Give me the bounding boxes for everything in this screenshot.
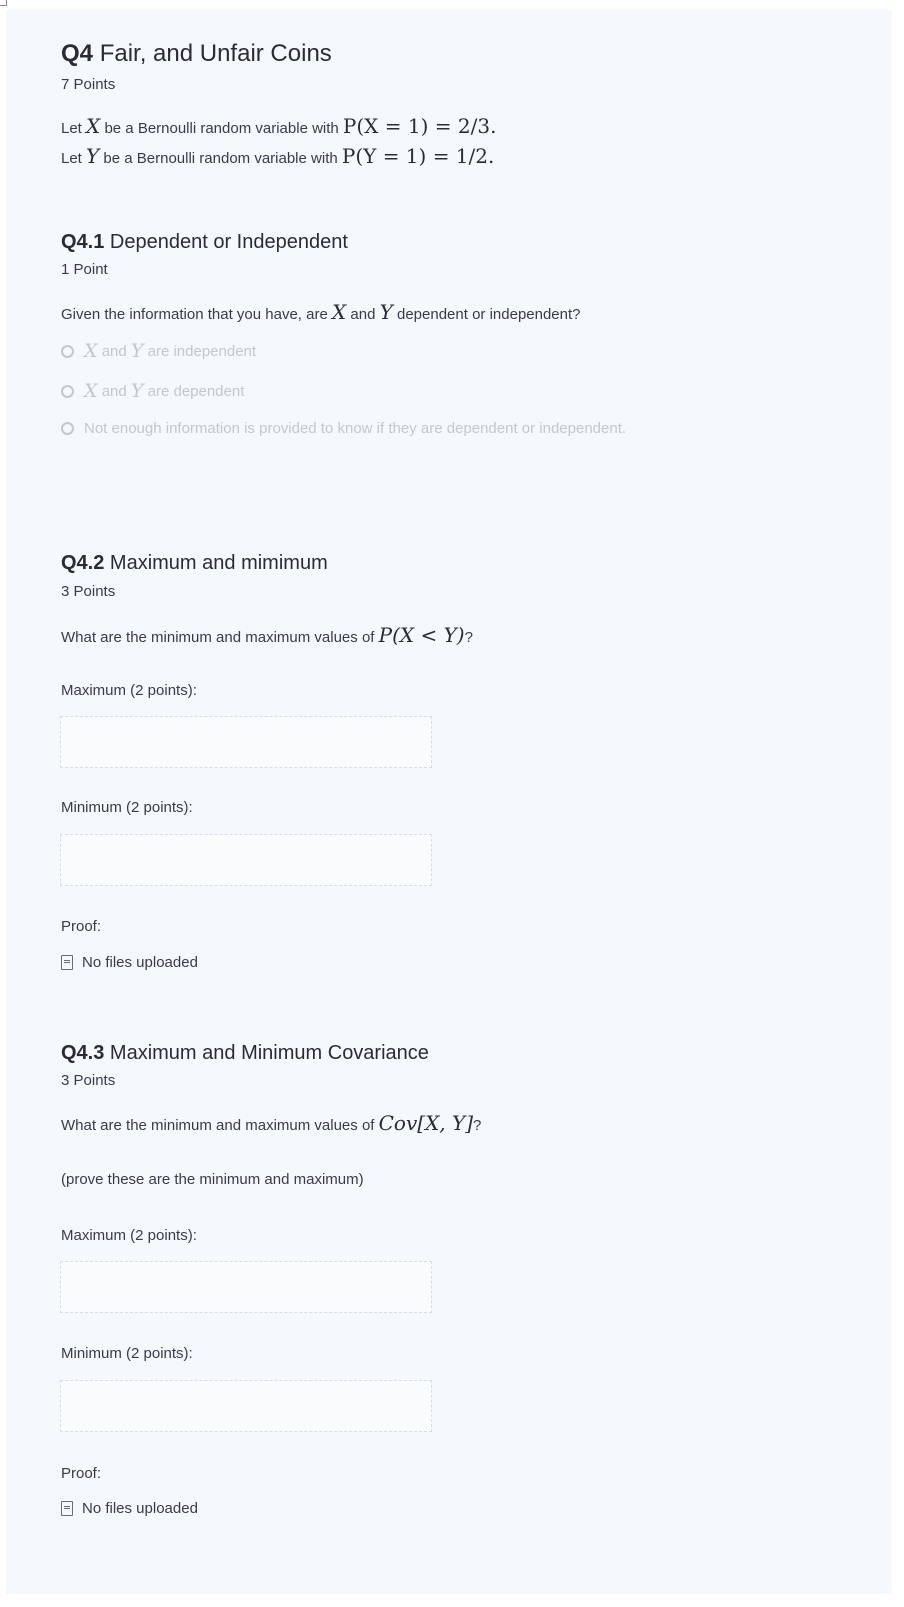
option-var1: X bbox=[84, 380, 98, 402]
q42-proof-label: Proof: bbox=[61, 918, 102, 935]
q4-line-1-math: P(X = 1) = 2/3. bbox=[342, 114, 497, 138]
q43-min-input[interactable] bbox=[60, 1380, 432, 1432]
q42-min-label: Minimum (2 points): bbox=[61, 799, 193, 816]
q41-title: Dependent or Independent bbox=[109, 231, 348, 253]
q4-number: Q4 bbox=[61, 40, 94, 67]
q42-files-status bbox=[61, 954, 198, 971]
q42-heading bbox=[61, 552, 328, 575]
q41-question-var2: Y bbox=[379, 300, 393, 324]
q43-note: (prove these are the minimum and maximum) bbox=[61, 1171, 364, 1188]
q42-files-text: No files uploaded bbox=[82, 954, 198, 971]
radio-button[interactable] bbox=[61, 385, 74, 398]
q4-line-2-var: Y bbox=[86, 144, 100, 168]
option-var2: Y bbox=[130, 340, 144, 362]
q4-line-2-math: P(Y = 1) = 1/2. bbox=[341, 144, 495, 168]
q41-question-and: and bbox=[350, 306, 376, 323]
q4-heading bbox=[61, 40, 332, 68]
q43-files-text: No files uploaded bbox=[82, 1500, 198, 1517]
q4-title: Fair, and Unfair Coins bbox=[99, 40, 332, 67]
q41-heading bbox=[61, 231, 348, 254]
q42-max-label: Maximum (2 points): bbox=[61, 682, 197, 699]
q42-question-end: ? bbox=[464, 629, 473, 646]
option-and: and bbox=[101, 342, 127, 360]
q43-question-math: Cov[X, Y] bbox=[378, 1111, 474, 1135]
q42-points: 3 Points bbox=[61, 583, 116, 600]
q4-line-1-mid: be a Bernoulli random variable with bbox=[104, 120, 339, 137]
q41-question-b: dependent or independent? bbox=[397, 306, 581, 323]
q43-files-status bbox=[61, 1500, 198, 1517]
window-corner-mark bbox=[0, 0, 7, 6]
q41-question bbox=[61, 300, 581, 324]
q43-number: Q4.3 bbox=[61, 1042, 105, 1064]
q43-question bbox=[61, 1111, 481, 1135]
option-text: Not enough information is provided to know if they are dependent or independent. bbox=[84, 420, 627, 437]
option-var2: Y bbox=[130, 380, 144, 402]
q4-line-1-prefix: Let bbox=[61, 120, 82, 137]
q41-option-independent[interactable] bbox=[61, 340, 256, 362]
q41-option-dependent[interactable] bbox=[61, 380, 244, 402]
option-var1: X bbox=[84, 340, 98, 362]
q41-option-not-enough-info[interactable] bbox=[61, 420, 626, 437]
q43-proof-label: Proof: bbox=[61, 1465, 102, 1482]
q43-question-text: What are the minimum and maximum values of bbox=[61, 1117, 375, 1134]
file-icon bbox=[61, 1501, 73, 1516]
q4-points: 7 Points bbox=[61, 76, 116, 93]
q42-number: Q4.2 bbox=[61, 552, 105, 574]
q4-line-2 bbox=[61, 144, 494, 168]
q41-question-a: Given the information that you have, are bbox=[61, 306, 328, 323]
q42-question-math: P(X < Y) bbox=[378, 623, 465, 647]
radio-button[interactable] bbox=[61, 345, 74, 358]
q41-number: Q4.1 bbox=[61, 231, 105, 253]
q42-question bbox=[61, 623, 473, 647]
q43-points: 3 Points bbox=[61, 1072, 116, 1089]
option-text: are independent bbox=[147, 342, 257, 360]
q43-max-input[interactable] bbox=[60, 1261, 432, 1313]
q4-line-1-var: X bbox=[86, 114, 101, 138]
q41-points: 1 Point bbox=[61, 261, 108, 278]
q41-question-var1: X bbox=[332, 300, 347, 324]
q42-question-text: What are the minimum and maximum values of bbox=[61, 629, 375, 646]
q4-line-1 bbox=[61, 114, 496, 138]
radio-button[interactable] bbox=[61, 422, 74, 435]
q43-min-label: Minimum (2 points): bbox=[61, 1345, 193, 1362]
option-text: are dependent bbox=[147, 382, 245, 400]
file-icon bbox=[61, 955, 73, 970]
q42-min-input[interactable] bbox=[60, 834, 432, 886]
q43-title: Maximum and Minimum Covariance bbox=[109, 1042, 429, 1064]
q43-max-label: Maximum (2 points): bbox=[61, 1227, 197, 1244]
option-and: and bbox=[101, 382, 127, 400]
q4-line-2-prefix: Let bbox=[61, 150, 82, 167]
q43-question-end: ? bbox=[473, 1117, 482, 1134]
q43-heading bbox=[61, 1042, 429, 1065]
q4-line-2-mid: be a Bernoulli random variable with bbox=[103, 150, 338, 167]
q42-max-input[interactable] bbox=[60, 716, 432, 768]
q42-title: Maximum and mimimum bbox=[109, 552, 328, 574]
